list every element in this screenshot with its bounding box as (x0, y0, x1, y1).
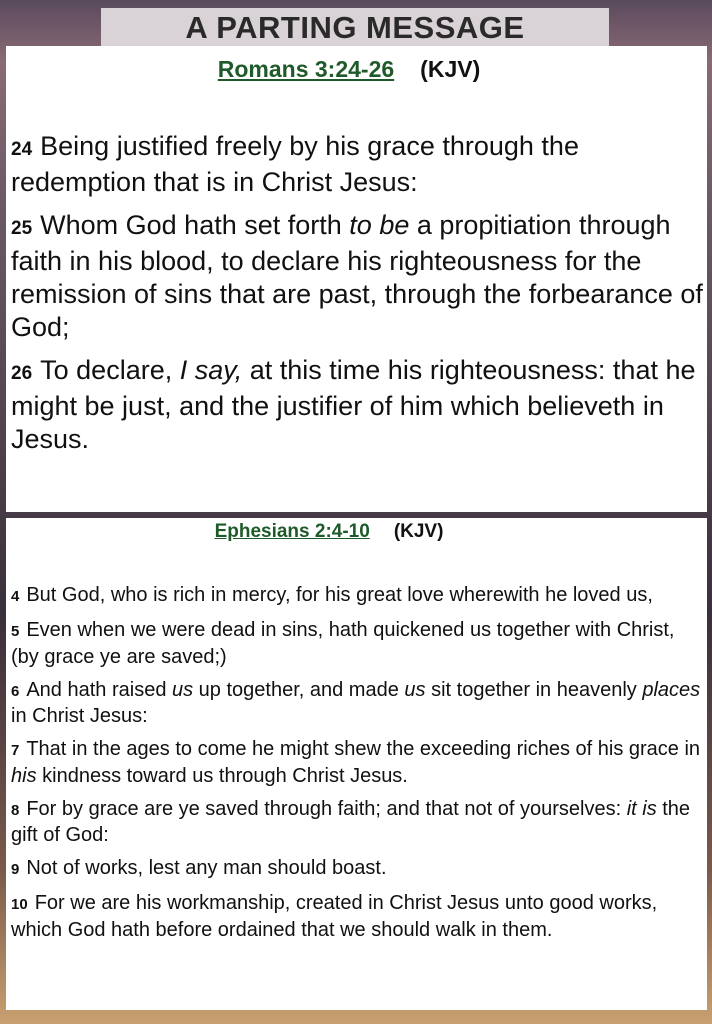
romans-heading (11, 52, 707, 86)
verse-romans-26 (11, 354, 707, 456)
verse-text: Even when we were dead in sins, hath quickened us together with Christ, (by grace ye are saved;) (11, 619, 675, 668)
romans-verses (11, 130, 707, 456)
verse-number: 4 (11, 588, 20, 605)
verse-ephesians-4 (11, 583, 707, 610)
verse-text: in Christ Jesus: (11, 705, 148, 727)
romans-reference: Romans 3:24-26 (217, 56, 395, 82)
verse-ephesians-9 (11, 856, 707, 883)
verse-italic-text: to be (349, 210, 410, 240)
verse-number: 10 (11, 896, 28, 913)
verse-text: Not of works, lest any man should boast. (26, 857, 387, 879)
verse-number: 5 (11, 623, 20, 640)
verse-italic-text: I say, (179, 355, 243, 385)
verse-number: 6 (11, 682, 20, 700)
ephesians-heading (11, 518, 707, 546)
verse-number: 26 (11, 363, 33, 384)
verse-text: And hath raised (26, 678, 172, 701)
verse-text: That in the ages to come he might shew the exceeding riches of his grace in (26, 738, 701, 760)
verse-number: 25 (11, 218, 33, 239)
verse-text: a propitiation through faith in his blood, to declare his righteousness for the remission of sins that are past, through the forbearance of God; (11, 210, 703, 342)
ephesians-reference: Ephesians 2:4-10 (214, 521, 370, 542)
ephesians-version: (KJV) (393, 521, 444, 542)
page-title: A PARTING MESSAGE (101, 8, 609, 48)
verse-text: Whom God hath set forth (40, 210, 350, 240)
verse-italic-text: his (11, 764, 37, 787)
ephesians-passage-panel (6, 518, 707, 1010)
verse-ephesians-10 (11, 891, 707, 942)
verse-number: 24 (11, 139, 33, 160)
verse-ephesians-7 (11, 737, 707, 788)
verse-romans-24 (11, 130, 707, 199)
ephesians-verses (11, 583, 707, 942)
verse-ephesians-5 (11, 618, 707, 669)
verse-text: at this time his righteousness: that he might be just, and the justifier of him which believeth in Jesus. (11, 355, 696, 454)
romans-version: (KJV) (420, 56, 481, 82)
verse-text: For by grace are ye saved through faith; and that not of yourselves: (26, 797, 627, 820)
verse-text: But God, who is rich in mercy, for his great love wherewith he loved us, (26, 584, 653, 606)
romans-passage-panel (6, 46, 707, 512)
verse-text: To declare, (40, 355, 180, 385)
verse-italic-text: us (172, 678, 194, 701)
verse-italic-text: places (642, 678, 701, 701)
verse-text: up together, and made (193, 678, 405, 701)
verse-number: 9 (11, 861, 20, 878)
verse-italic-text: it is (626, 797, 657, 820)
verse-ephesians-6 (11, 678, 707, 729)
verse-text: the gift of God: (11, 797, 691, 846)
verse-text: kindness toward us through Christ Jesus. (36, 764, 408, 787)
verse-number: 8 (11, 801, 20, 819)
verse-number: 7 (11, 742, 20, 759)
verse-ephesians-8 (11, 797, 707, 848)
verse-romans-25 (11, 209, 707, 344)
verse-text: sit together in heavenly (425, 678, 643, 701)
verse-italic-text: us (404, 678, 426, 701)
verse-text: For we are his workmanship, created in Christ Jesus unto good works, which God hath before ordained that we should walk in them. (11, 892, 658, 941)
verse-text: Being justified freely by his grace through the redemption that is in Christ Jesus: (11, 131, 579, 197)
